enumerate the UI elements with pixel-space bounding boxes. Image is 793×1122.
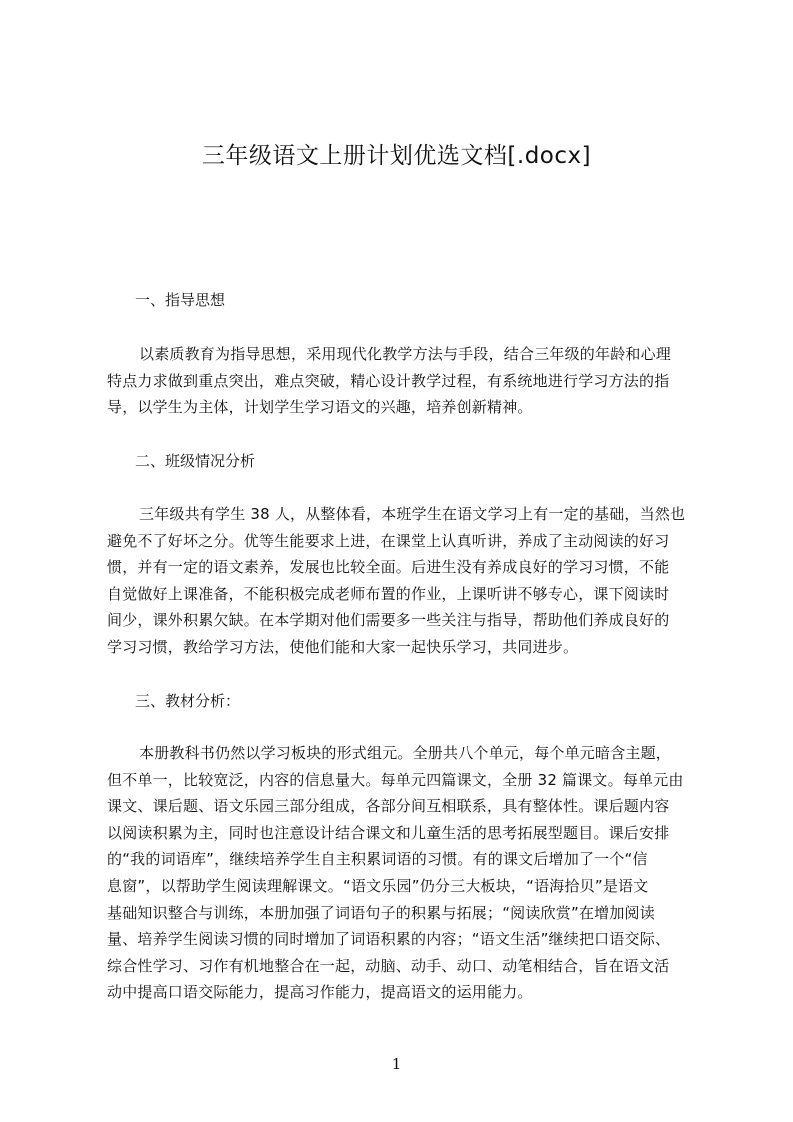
paragraph-line: 自觉做好上课准备，不能积极完成老师布置的作业，上课听讲不够专心，课下阅读时: [107, 584, 670, 603]
paragraph-line: 但不单一，比较宽泛，内容的信息量大。每单元四篇课文，全册 32 篇课文。每单元由: [107, 770, 684, 789]
section-paragraph-guiding-thought: [107, 341, 707, 421]
paragraph-line: 特点力求做到重点突出，难点突破，精心设计教学过程，有系统地进行学习方法的指: [107, 371, 670, 390]
paragraph-line: 惯，并有一定的语文素养，发展也比较全面。后进生没有养成良好的学习习惯，不能: [107, 558, 670, 577]
paragraph-line: 综合性学习、习作有机地整合在一起，动脑、动手、动口、动笔相结合，旨在语文活: [107, 956, 670, 975]
paragraph-line: 间少，课外积累欠缺。在本学期对他们需要多一些关注与指导，帮助他们养成良好的: [107, 611, 670, 630]
page-number: 1: [391, 1055, 402, 1073]
paragraph-line: 以阅读积累为主，同时也注意设计结合课文和儿童生活的思考拓展型题目。课后安排: [107, 823, 670, 842]
section-heading-class-analysis: 二、班级情况分析: [135, 452, 256, 470]
paragraph-line: 本册教科书仍然以学习板块的形式组元。全册共八个单元，每个单元暗含主题，: [139, 744, 672, 762]
paragraph-line: 避免不了好坏之分。优等生能要求上进，在课堂上认真听讲，养成了主动阅读的好习: [107, 531, 670, 550]
paragraph-line: 三年级共有学生 38 人，从整体看，本班学生在语文学习上有一定的基础，当然也: [139, 505, 686, 523]
paragraph-line: 息窗”，以帮助学生阅读理解课文。“语文乐园”仍分三大板块，“语海拾贝”是语文: [107, 876, 649, 895]
document-title: 三年级语文上册计划优选文档[.docx]: [201, 143, 592, 169]
paragraph-line: 导，以学生为主体，计划学生学习语文的兴趣，培养创新精神。: [107, 398, 533, 417]
section-paragraph-textbook-analysis: [107, 740, 707, 1006]
section-heading-guiding-thought: 一、指导思想: [135, 291, 226, 309]
paragraph-line: 的“我的词语库”，继续培养学生自主积累词语的习惯。有的课文后增加了一个“信: [107, 850, 648, 869]
paragraph-line: 基础知识整合与训练，本册加强了词语句子的积累与拓展；“阅读欣赏”在增加阅读: [107, 903, 655, 922]
paragraph-line: 动中提高口语交际能力，提高习作能力，提高语文的运用能力。: [107, 983, 533, 1002]
section-heading-textbook-analysis: 三、教材分析：: [135, 692, 241, 710]
paragraph-line: 以素质教育为指导思想，采用现代化教学方法与手段，结合三年级的年龄和心理: [139, 345, 672, 363]
paragraph-line: 量、培养学生阅读习惯的同时增加了词语积累的内容；“语文生活”继续把口语交际、: [107, 930, 671, 949]
paragraph-line: 学习习惯，教给学习方法，使他们能和大家一起快乐学习，共同进步。: [107, 637, 579, 656]
section-paragraph-class-analysis: [107, 501, 707, 661]
paragraph-line: 课文、课后题、语文乐园三部分组成，各部分间互相联系，具有整体性。课后题内容: [107, 797, 670, 816]
